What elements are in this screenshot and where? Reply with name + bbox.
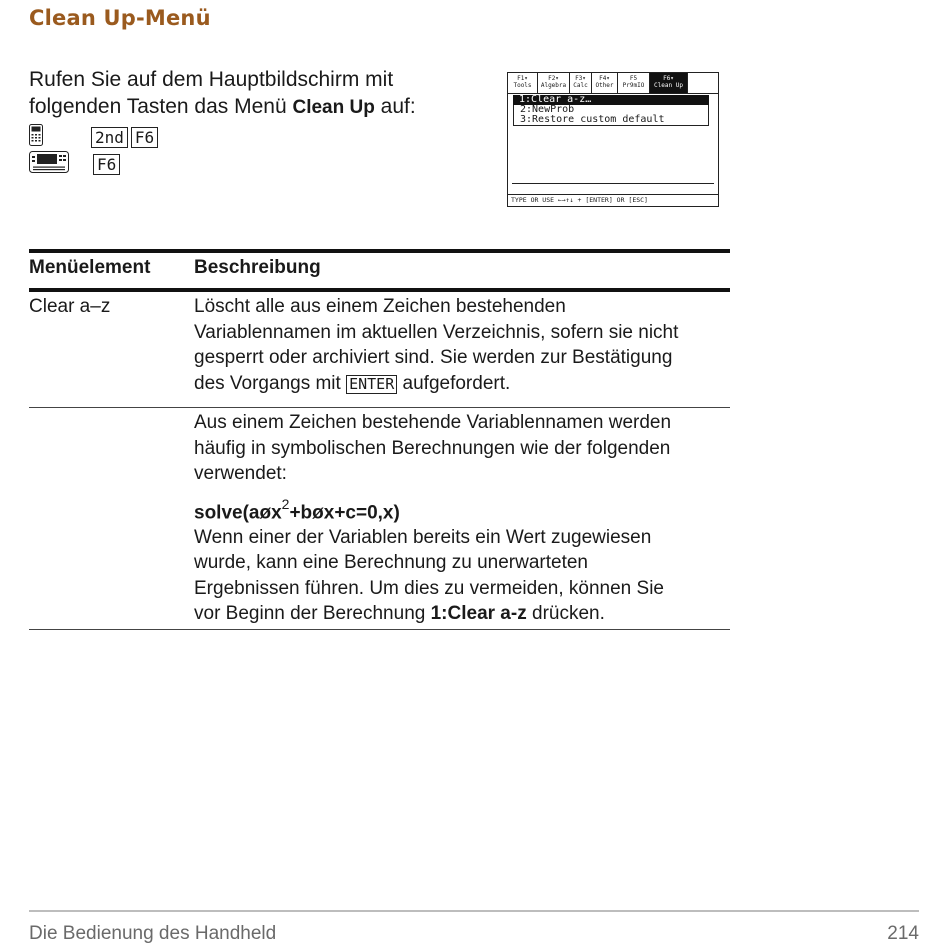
key-f6: F6 xyxy=(131,127,158,148)
entry-line xyxy=(512,183,714,184)
row-1-line: Variablennamen im aktuellen Verzeichnis, sofern sie nicht xyxy=(194,321,679,343)
row-2-description xyxy=(194,410,730,627)
row-2-line: Ergebnissen führen. Um dies zu vermeiden, können Sie xyxy=(194,577,664,599)
page-footer xyxy=(29,923,919,945)
key-sequence-2 xyxy=(93,154,120,175)
menu-item-newprob: 2:NewProb xyxy=(513,105,709,115)
intro-line-2 xyxy=(29,93,489,121)
toolbar-tabs xyxy=(508,73,718,94)
row-2-line: Wenn einer der Variablen bereits ein Wert zugewiesen xyxy=(194,526,652,548)
footer-rule xyxy=(29,910,919,912)
keyseq-row-handheld xyxy=(29,124,155,150)
table-bottom-rule xyxy=(29,629,730,630)
calculator-screen xyxy=(507,72,719,207)
formula-text: +bøx+c=0,x) xyxy=(289,501,400,523)
row-2-menu-ref: 1:Clear a-z xyxy=(430,603,527,625)
row-2-line: verwendet: xyxy=(194,463,287,484)
intro-menu-name: Clean Up xyxy=(292,97,375,118)
tab-tools: F1▾ Tools xyxy=(508,73,538,93)
row-2-line: wurde, kann eine Berechnung zu unerwarteten xyxy=(194,552,588,574)
keyboard-calculator-icon xyxy=(29,151,69,178)
menu-item-clear-az: 1:Clear a-z… xyxy=(513,95,709,105)
key-sequence-1 xyxy=(91,127,158,148)
column-header-description: Beschreibung xyxy=(194,257,321,278)
row-2-line: häufig in symbolischen Berechnungen wie der folgenden xyxy=(194,437,671,459)
row-1-text: aufgefordert. xyxy=(397,372,511,394)
formula-exponent: 2 xyxy=(281,495,290,512)
status-bar: TYPE OR USE ←→↑↓ + [ENTER] OR [ESC] xyxy=(508,194,718,206)
row-1-item: Clear a–z xyxy=(29,296,111,317)
calculator-icon xyxy=(29,124,43,151)
row-divider xyxy=(29,407,730,408)
key-f6: F6 xyxy=(93,154,120,175)
key-enter: ENTER xyxy=(346,375,397,394)
intro-line-2-end: auf: xyxy=(374,95,416,118)
footer-section-title: Die Bedienung des Handheld xyxy=(29,923,277,944)
row-1-text: des Vorgangs mit xyxy=(194,372,347,394)
row-1-line xyxy=(194,371,730,397)
formula xyxy=(194,494,730,525)
tab-other: F4▾ Other xyxy=(592,73,618,93)
row-2-text: drücken. xyxy=(526,603,605,625)
tab-clean-up: F6▾ Clean Up xyxy=(650,73,688,93)
table-top-rule xyxy=(29,249,730,253)
keyseq-row-keyboard xyxy=(29,151,117,177)
row-1-line: gesperrt oder archiviert sind. Sie werden zur Bestätigung xyxy=(194,347,673,368)
intro-text xyxy=(29,66,489,121)
menu-item-restore-default: 3:Restore custom default xyxy=(513,115,709,126)
tab-calc: F3▾ Calc xyxy=(570,73,592,93)
tab-algebra: F2▾ Algebra xyxy=(538,73,570,93)
row-1-line: Löscht alle aus einem Zeichen bestehenden xyxy=(194,296,566,317)
key-2nd: 2nd xyxy=(91,127,128,148)
row-1-description xyxy=(194,294,730,396)
page-title: Clean Up-Menü xyxy=(29,6,211,30)
row-2-text: vor Beginn der Berechnung xyxy=(194,603,431,625)
intro-line-1: Rufen Sie auf dem Hauptbildschirm mit xyxy=(29,68,394,91)
intro-line-2-text: folgenden Tasten das Menü xyxy=(29,95,293,118)
page-number: 214 xyxy=(887,923,919,944)
table-header-rule xyxy=(29,288,730,292)
formula-text: solve(aøx xyxy=(194,501,282,523)
tab-prgmio: F5 Pr9mIO xyxy=(618,73,650,93)
row-2-line: Aus einem Zeichen bestehende Variablennamen werden xyxy=(194,412,672,433)
column-header-item: Menüelement xyxy=(29,257,151,278)
clean-up-menu xyxy=(513,95,718,126)
row-2-line xyxy=(194,601,730,627)
